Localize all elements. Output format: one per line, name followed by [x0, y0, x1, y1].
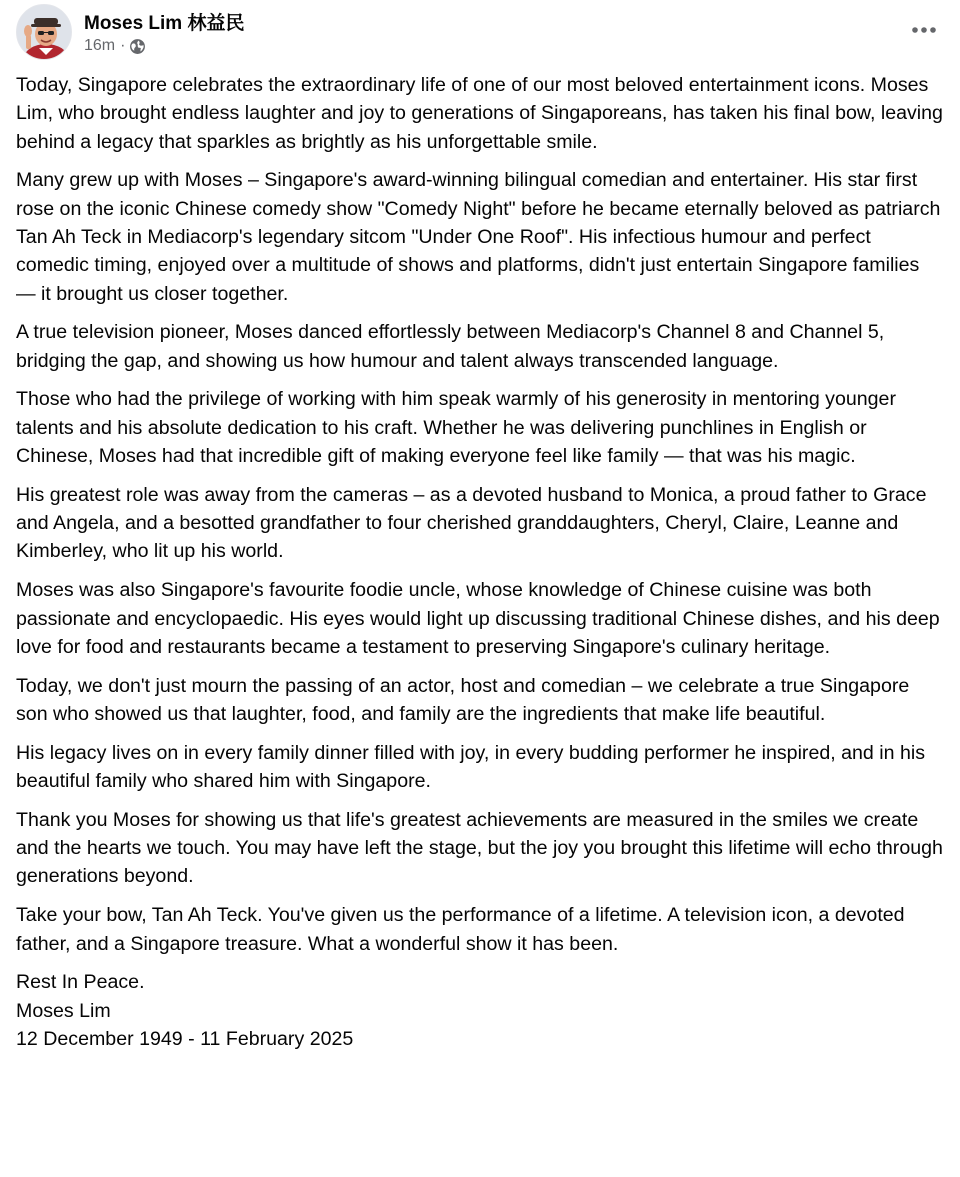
post-paragraph: His greatest role was away from the cameras – as a devoted husband to Monica, a proud father to Grace and Angela, and a besotted grandfather to four cherished granddaughters, Cheryl, Claire, Leanne and Kimberley, who lit up his world.	[16, 483, 927, 563]
post-signoff	[16, 968, 944, 1053]
post-timestamp[interactable]: 16m	[84, 37, 116, 54]
post-body	[16, 71, 944, 1053]
globe-icon[interactable]	[129, 38, 146, 55]
more-options-icon	[911, 26, 937, 34]
avatar-photo	[17, 5, 72, 60]
post-paragraph: Take your bow, Tan Ah Teck. You've given us the performance of a lifetime. A television icon, a devoted father, and a Singapore treasure. What a wonderful show it has been.	[16, 904, 905, 955]
post-paragraph: Today, we don't just mourn the passing of an actor, host and comedian – we celebrate a true Singapore son who showed us that laughter, food, and family are the ingredients that make life beautiful.	[16, 674, 910, 725]
post-paragraph: Today, Singapore celebrates the extraordinary life of one of our most beloved entertainment icons. Moses Lim, who brought endless laughter and joy to generations of Singaporeans, has taken his final bow, leaving behind a legacy that sparkles as brightly as his unforgettable smile.	[16, 74, 943, 153]
post-meta	[84, 37, 146, 55]
meta-separator: ·	[120, 37, 126, 54]
post-header	[16, 4, 944, 62]
post-paragraph: Thank you Moses for showing us that life's greatest achievements are measured in the smiles we create and the hearts we touch. You may have left the stage, but the joy you brought this lifetime will echo through generations beyond.	[16, 808, 943, 888]
post-paragraph: His legacy lives on in every family dinner filled with joy, in every budding performer he inspired, and in his beautiful family who shared him with Singapore.	[16, 741, 926, 793]
signoff-rest-in-peace: Rest In Peace.	[16, 971, 145, 994]
more-options-button[interactable]	[908, 18, 940, 42]
post-paragraph: A true television pioneer, Moses danced effortlessly between Mediacorp's Channel 8 and Channel 5, bridging the gap, and showing us how humour and talent always transcended language.	[16, 321, 885, 372]
author-name[interactable]: Moses Lim 林益民	[84, 13, 245, 34]
signoff-dates: 12 December 1949 - 11 February 2025	[16, 1027, 354, 1050]
signoff-name: Moses Lim	[16, 999, 111, 1022]
avatar[interactable]	[16, 4, 72, 60]
post-paragraph: Those who had the privilege of working with him speak warmly of his generosity in mentoring younger talents and his absolute dedication to his craft. Whether he was delivering punchlines in English or Chinese, Moses had that incredible gift of making everyone feel like family — that was his magic.	[16, 388, 896, 468]
post-paragraph: Many grew up with Moses – Singapore's award-winning bilingual comedian and entertainer. His star first rose on the iconic Chinese comedy show "Comedy Night" before he became eternally beloved as patriarch Tan Ah Teck in Mediacorp's legendary sitcom "Under One Roof". His infectious humour and perfect comedic timing, enjoyed over a multitude of shows and platforms, didn't just entertain Singapore families — it brought us closer together.	[16, 169, 941, 305]
post-paragraph: Moses was also Singapore's favourite foodie uncle, whose knowledge of Chinese cuisine was both passionate and encyclopaedic. His eyes would light up discussing traditional Chinese dishes, and his deep love for food and restaurants became a testament to preserving Singapore's culinary heritage.	[16, 579, 940, 658]
